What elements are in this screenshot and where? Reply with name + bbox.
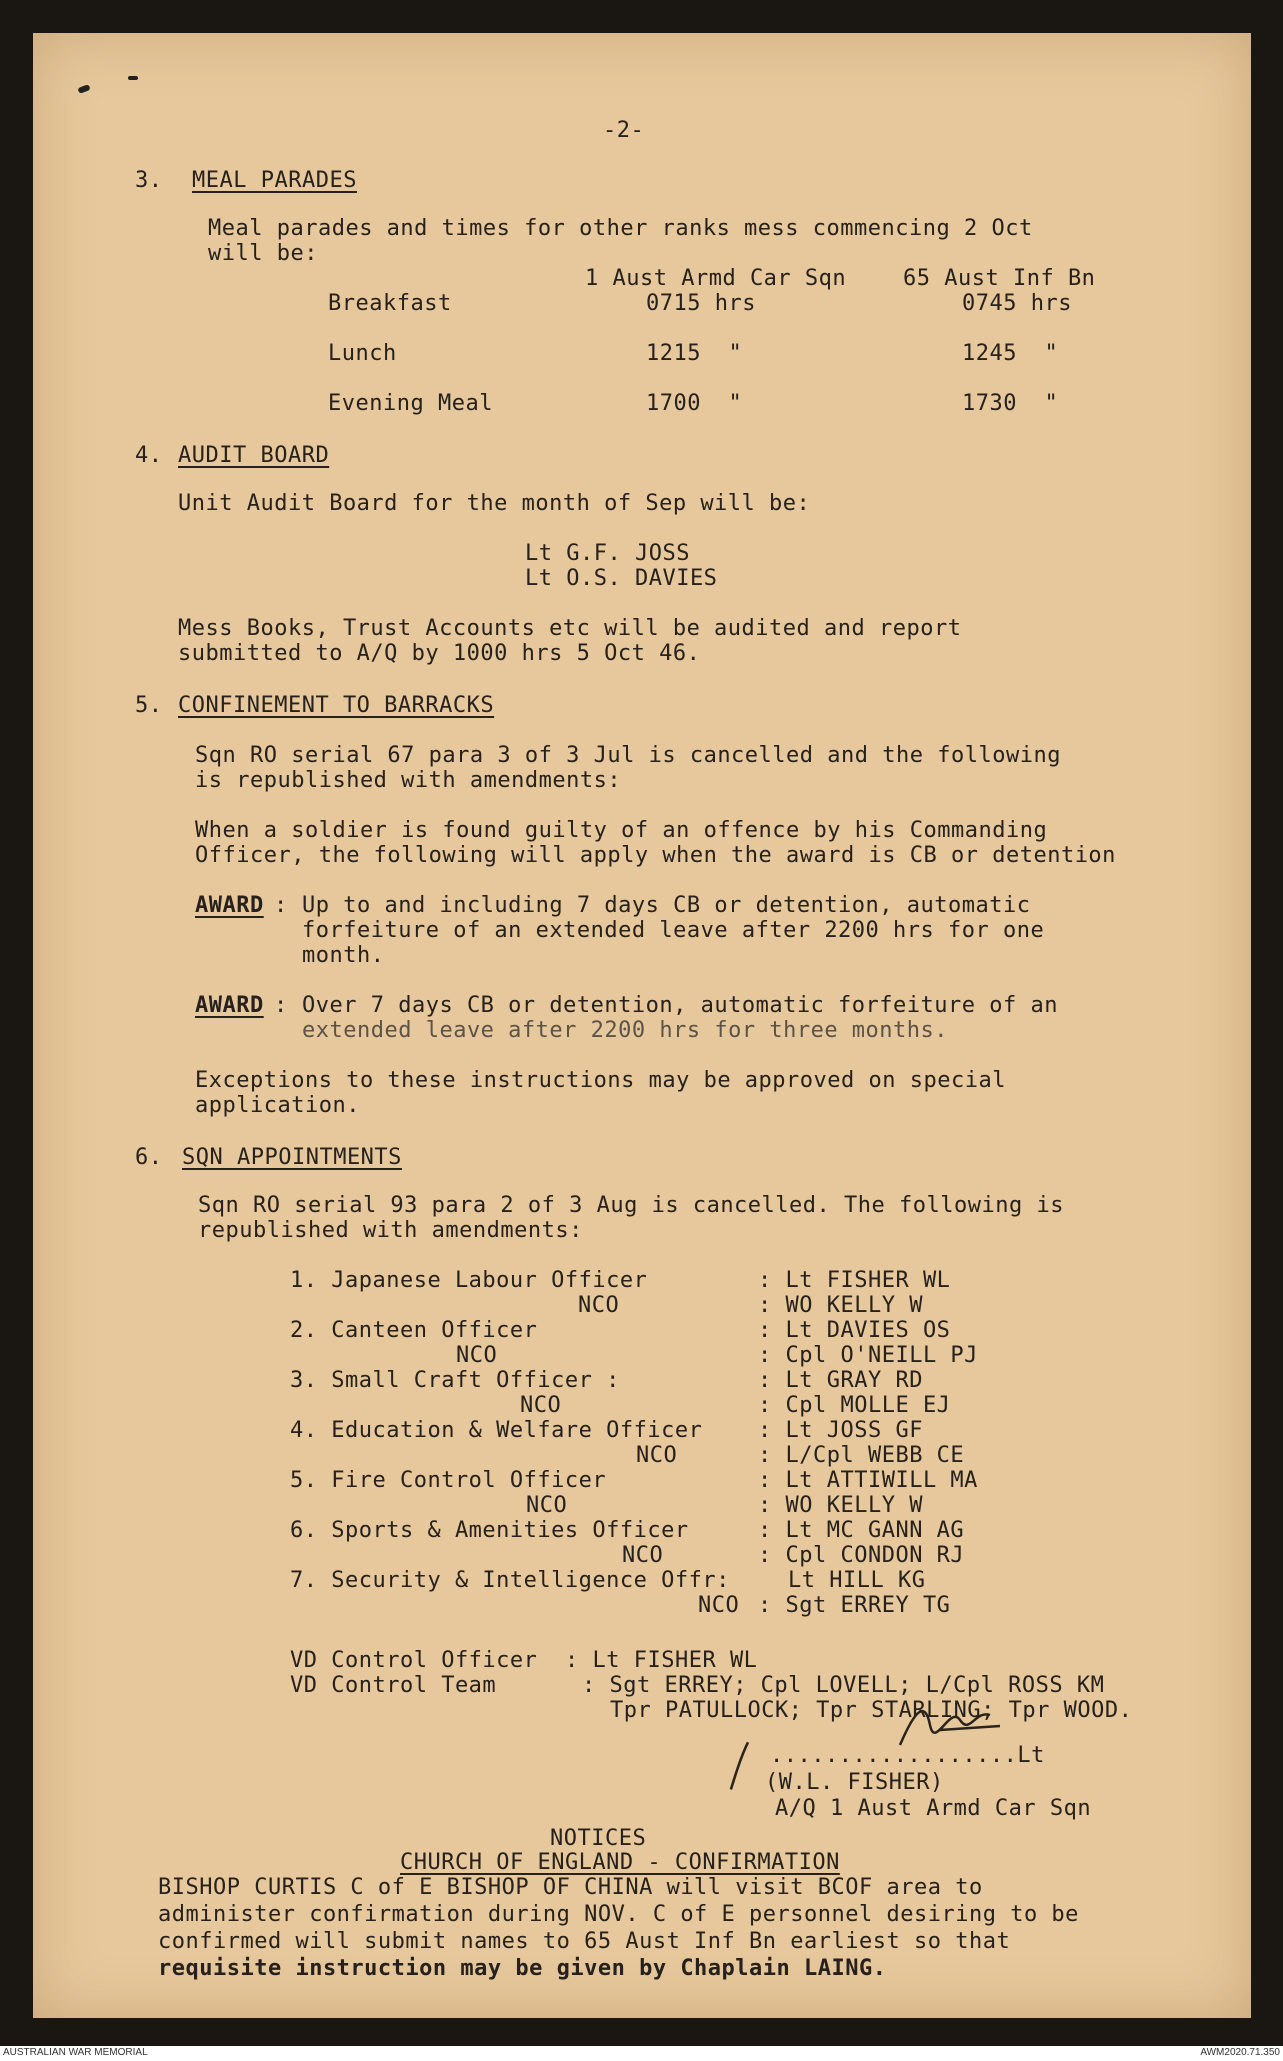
meal-row-sqn-time: 1215 " xyxy=(646,341,743,366)
audit-member: Lt G.F. JOSS xyxy=(525,541,690,566)
award-2-line-1: Over 7 days CB or detention, automatic forfeiture of an xyxy=(302,993,1058,1018)
appointment-name: : Sgt ERREY TG xyxy=(758,1593,951,1618)
appointment-role: NCO xyxy=(578,1293,620,1318)
award-label: AWARD xyxy=(195,893,264,918)
exceptions-line-1: Exceptions to these instructions may be approved on special xyxy=(195,1068,1006,1093)
section-4-heading: AUDIT BOARD xyxy=(178,443,330,468)
meal-intro-line-1: Meal parades and times for other ranks mess commencing 2 Oct xyxy=(208,216,1033,241)
appointment-name: : L/Cpl WEBB CE xyxy=(758,1443,965,1468)
award-colon: : xyxy=(274,993,288,1018)
appointment-name: : WO KELLY W xyxy=(758,1293,923,1318)
appointment-role: NCO xyxy=(526,1493,568,1518)
appt-para-line-1: Sqn RO serial 93 para 2 of 3 Aug is cancelled. The following is xyxy=(198,1193,1064,1218)
meal-row-sqn-time: 1700 " xyxy=(646,391,743,416)
appointment-role: 7. Security & Intelligence Offr: xyxy=(290,1568,730,1593)
notice-line: administer confirmation during NOV. C of E personnel desiring to be xyxy=(158,1902,1079,1927)
award-1-line-3: month. xyxy=(302,943,385,968)
award-colon: : xyxy=(274,893,288,918)
notice-line: requisite instruction may be given by Chaplain LAING. xyxy=(158,1956,887,1981)
meal-row-name: Evening Meal xyxy=(328,391,493,416)
notices-subheading: CHURCH OF ENGLAND - CONFIRMATION xyxy=(400,1850,840,1875)
cb-para-1-line-2: is republished with amendments: xyxy=(195,768,622,793)
section-3-heading: MEAL PARADES xyxy=(192,168,357,193)
signatory-title: A/Q 1 Aust Armd Car Sqn xyxy=(775,1796,1092,1821)
appointment-name: : Cpl O'NEILL PJ xyxy=(758,1343,978,1368)
section-5-heading: CONFINEMENT TO BARRACKS xyxy=(178,693,495,718)
appointment-name: : Cpl CONDON RJ xyxy=(758,1543,965,1568)
appointment-role: 1. Japanese Labour Officer xyxy=(290,1268,648,1293)
appointment-name: : Lt MC GANN AG xyxy=(758,1518,965,1543)
vd-team-label: VD Control Team xyxy=(290,1673,497,1698)
appointment-role: 2. Canteen Officer xyxy=(290,1318,538,1343)
vd-officer-name: : Lt FISHER WL xyxy=(565,1648,758,1673)
meal-row-bn-time: 1730 " xyxy=(962,391,1059,416)
appointment-name: : Cpl MOLLE EJ xyxy=(758,1393,951,1418)
vd-team-line-2: Tpr PATULLOCK; Tpr STARLING; Tpr WOOD. xyxy=(610,1698,1133,1723)
appointment-role: 3. Small Craft Officer : xyxy=(290,1368,620,1393)
page-number: -2- xyxy=(603,118,645,143)
meal-col-header-bn: 65 Aust Inf Bn xyxy=(903,266,1096,291)
notices-heading: NOTICES xyxy=(550,1826,647,1851)
signatory-name: (W.L. FISHER) xyxy=(765,1770,944,1795)
section-3-number: 3. xyxy=(135,168,163,193)
meal-row-bn-time: 0745 hrs xyxy=(962,291,1072,316)
meal-row-name: Breakfast xyxy=(328,291,452,316)
award-2-line-2: extended leave after 2200 hrs for three months. xyxy=(302,1018,949,1043)
audit-intro: Unit Audit Board for the month of Sep will be: xyxy=(178,491,811,516)
vd-officer-label: VD Control Officer xyxy=(290,1648,538,1673)
meal-intro-line-2: will be: xyxy=(208,241,318,266)
appointment-role: NCO xyxy=(622,1543,664,1568)
appointment-name: Lt HILL KG xyxy=(788,1568,926,1593)
audit-note-line-1: Mess Books, Trust Accounts etc will be audited and report xyxy=(178,616,962,641)
appointment-name: : Lt GRAY RD xyxy=(758,1368,923,1393)
footer-accession-number: AWM2020.71.350 xyxy=(1200,2047,1280,2058)
appointment-role: NCO xyxy=(456,1343,498,1368)
section-4-number: 4. xyxy=(135,443,163,468)
award-label: AWARD xyxy=(195,993,264,1018)
appointment-role: 6. Sports & Amenities Officer xyxy=(290,1518,689,1543)
footer-institution: AUSTRALIAN WAR MEMORIAL xyxy=(3,2047,148,2058)
appointment-name: : Lt DAVIES OS xyxy=(758,1318,951,1343)
cb-para-2-line-2: Officer, the following will apply when the award is CB or detention xyxy=(195,843,1116,868)
cb-para-2-line-1: When a soldier is found guilty of an offence by his Commanding xyxy=(195,818,1048,843)
audit-member: Lt O.S. DAVIES xyxy=(525,566,718,591)
award-1-line-1: Up to and including 7 days CB or detention, automatic xyxy=(302,893,1031,918)
cb-para-1-line-1: Sqn RO serial 67 para 3 of 3 Jul is cancelled and the following xyxy=(195,743,1061,768)
appointment-role: NCO xyxy=(698,1593,740,1618)
appointment-name: : WO KELLY W xyxy=(758,1493,923,1518)
award-1-line-2: forfeiture of an extended leave after 2200 hrs for one xyxy=(302,918,1045,943)
vd-team-line-1: : Sgt ERREY; Cpl LOVELL; L/Cpl ROSS KM xyxy=(582,1673,1105,1698)
section-6-number: 6. xyxy=(135,1145,163,1170)
audit-note-line-2: submitted to A/Q by 1000 hrs 5 Oct 46. xyxy=(178,641,701,666)
appointment-role: NCO xyxy=(520,1393,562,1418)
appt-para-line-2: republished with amendments: xyxy=(198,1218,583,1243)
meal-row-name: Lunch xyxy=(328,341,397,366)
appointment-name: : Lt ATTIWILL MA xyxy=(758,1468,978,1493)
archive-footer xyxy=(0,2046,1283,2061)
notice-line: BISHOP CURTIS C of E BISHOP OF CHINA will visit BCOF area to xyxy=(158,1875,983,1900)
meal-row-sqn-time: 0715 hrs xyxy=(646,291,756,316)
section-5-number: 5. xyxy=(135,693,163,718)
appointment-name: : Lt FISHER WL xyxy=(758,1268,951,1293)
appointment-role: 4. Education & Welfare Officer xyxy=(290,1418,703,1443)
signature-line: ..................Lt xyxy=(770,1743,1045,1768)
appointment-name: : Lt JOSS GF xyxy=(758,1418,923,1443)
section-6-heading: SQN APPOINTMENTS xyxy=(182,1145,402,1170)
appointment-role: NCO xyxy=(636,1443,678,1468)
appointment-role: 5. Fire Control Officer xyxy=(290,1468,607,1493)
exceptions-line-2: application. xyxy=(195,1093,360,1118)
meal-row-bn-time: 1245 " xyxy=(962,341,1059,366)
notice-line: confirmed will submit names to 65 Aust Inf Bn earliest so that xyxy=(158,1929,1011,1954)
meal-col-header-sqn: 1 Aust Armd Car Sqn xyxy=(585,266,847,291)
ink-speck xyxy=(128,76,138,80)
